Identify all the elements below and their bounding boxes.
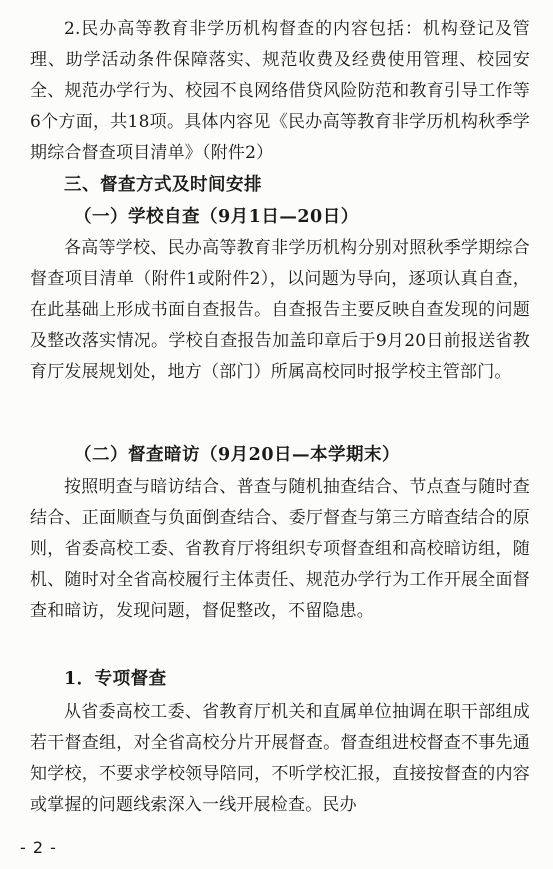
subsection-heading-special-inspection: 1．专项督查	[64, 669, 167, 689]
section-heading-methods: 三、督查方式及时间安排	[64, 175, 262, 195]
page-number: - 2 -	[20, 838, 57, 857]
subsection-heading-inspection: （二）督查暗访（9月20日—本学期末）	[74, 445, 401, 465]
inspection-paragraph: 按照明查与暗访结合、普查与随机抽查结合、节点查与随时查结合、正面顺查与负面倒查结合、委厅督查与第三方暗查结合的原则，省委高校工委、省教育厅将组织专项督查组和高校暗访组，随机、随时对全省高校履行主体责任、规范办学行为工作开展全面督查和暗访，发现问题，督促整改，不留隐患。	[30, 477, 530, 621]
subsection-heading-self-check: （一）学校自查（9月1日—20日）	[74, 207, 359, 227]
content-paragraph-institutions: 2.民办高等教育非学历机构督查的内容包括：机构登记及管理、助学活动条件保障落实、规范收费及经费使用管理、校园安全、规范办学行为、校园不良网络借贷风险防范和教育引导工作等6个方面，共18项。具体内容见《民办高等教育非学历机构秋季学期综合督查项目清单》（附件2）	[30, 19, 530, 163]
self-check-paragraph: 各高等学校、民办高等教育非学历机构分别对照秋季学期综合督查项目清单（附件1或附件2），以问题为导向，逐项认真自查，在此基础上形成书面自查报告。自查报告主要反映自查发现的问题及整改落实情况。学校自查报告加盖印章后于9月20日前报送省教育厅发展规划处，地方（部门）所属高校同时报学校主管部门。	[30, 238, 530, 382]
special-inspection-paragraph: 从省委高校工委、省教育厅机关和直属单位抽调在职干部组成若干督查组，对全省高校分片开展督查。督查组进校督查不事先通知学校，不要求学校领导陪同，不听学校汇报，直接按督查的内容或掌握的问题线索深入一线开展检查。民办	[30, 702, 530, 815]
